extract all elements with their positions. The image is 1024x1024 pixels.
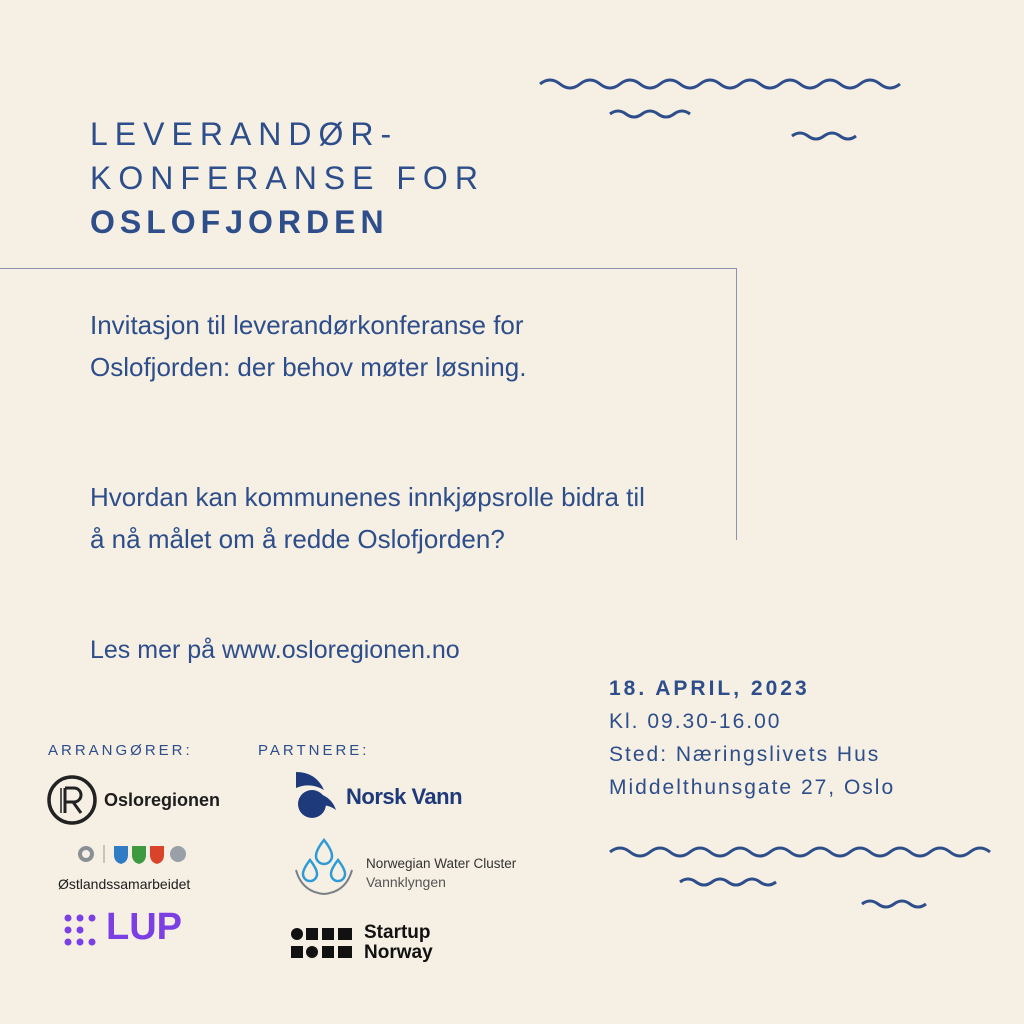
norway-name: Norway <box>364 942 433 963</box>
intro-paragraph-1: Invitasjon til leverandørkonferanse for Oslofjorden: der behov møter løsning. <box>90 310 527 382</box>
waves-top-decoration <box>530 70 930 150</box>
organizers-label: ARRANGØRER: <box>48 742 193 759</box>
water-cluster-logo <box>292 836 552 898</box>
osloregionen-emblem-icon <box>46 774 98 826</box>
county-shields-icon <box>74 842 224 866</box>
partners-label: PARTNERE: <box>258 742 370 759</box>
norsk-vann-name: Norsk Vann <box>346 784 463 809</box>
startup-name: Startup <box>364 922 431 943</box>
intro-paragraph-2: Hvordan kan kommunenes innkjøpsrolle bidra til å nå målet om å redde Oslofjorden? <box>90 482 645 554</box>
osloregionen-name: Osloregionen <box>104 790 221 810</box>
read-more-link[interactable]: Les mer på www.osloregionen.no <box>90 636 460 664</box>
norsk-vann-logo <box>290 768 490 820</box>
event-address: Middelthunsgate 27, Oslo <box>609 776 896 799</box>
lup-logo <box>62 906 212 956</box>
startup-norway-logo <box>290 920 490 968</box>
water-cluster-name: Norwegian Water Cluster <box>366 856 517 871</box>
page-title <box>90 112 485 244</box>
water-cluster-subname: Vannklyngen <box>366 874 446 890</box>
title-line-3: OSLOFJORDEN <box>90 204 389 240</box>
event-time: Kl. 09.30-16.00 <box>609 710 782 733</box>
waves-bottom-decoration <box>600 838 1000 918</box>
osloregionen-logo <box>46 774 236 826</box>
startup-norway-blocks-icon <box>290 924 358 964</box>
lup-dots-icon <box>62 912 98 948</box>
ostlandssamarbeidet-name: Østlandssamarbeidet <box>58 876 191 892</box>
ostlandssamarbeidet-logo <box>56 842 226 892</box>
title-line-2: KONFERANSE FOR <box>90 160 485 196</box>
frame-vertical-line <box>736 268 737 540</box>
norsk-vann-drop-icon <box>290 768 340 820</box>
water-drops-icon <box>292 836 356 898</box>
event-venue: Sted: Næringslivets Hus <box>609 743 881 766</box>
event-date: 18. APRIL, 2023 <box>609 677 810 700</box>
event-details <box>609 672 895 804</box>
frame-horizontal-line <box>0 268 737 269</box>
lup-name: LUP <box>106 906 182 948</box>
title-line-1: LEVERANDØR- <box>90 116 399 152</box>
